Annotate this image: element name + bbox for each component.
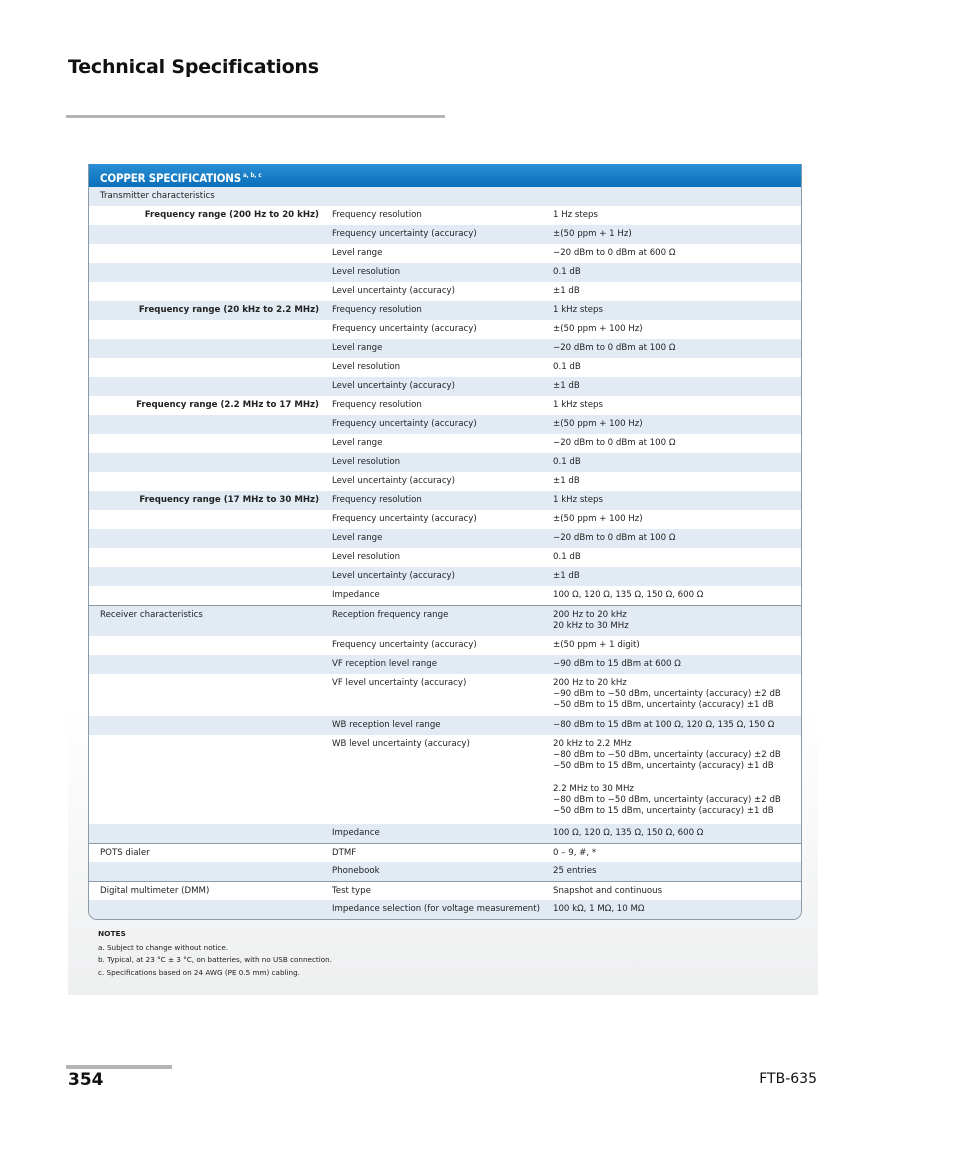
row-parameter: Level range bbox=[332, 248, 383, 258]
row-parameter: Level uncertainty (accuracy) bbox=[332, 381, 455, 391]
row-category: Transmitter characteristics bbox=[100, 191, 215, 201]
row-value: 0.1 dB bbox=[553, 552, 581, 562]
row-parameter: WB level uncertainty (accuracy) bbox=[332, 739, 470, 749]
table-row bbox=[89, 187, 801, 206]
page-number: 354 bbox=[68, 1070, 104, 1090]
table-row bbox=[89, 263, 801, 282]
row-value: 25 entries bbox=[553, 866, 597, 876]
row-value: 100 Ω, 120 Ω, 135 Ω, 150 Ω, 600 Ω bbox=[553, 590, 704, 600]
row-category: Frequency range (2.2 MHz to 17 MHz) bbox=[136, 400, 319, 410]
table-row bbox=[89, 881, 801, 900]
table-row bbox=[89, 716, 801, 735]
table-row bbox=[89, 415, 801, 434]
table-row bbox=[89, 434, 801, 453]
row-value: ±(50 ppm + 100 Hz) bbox=[553, 419, 643, 429]
row-category: Digital multimeter (DMM) bbox=[100, 886, 210, 896]
row-value: 0.1 dB bbox=[553, 362, 581, 372]
notes-heading: NOTES bbox=[98, 929, 126, 938]
table-row bbox=[89, 735, 801, 824]
table-row bbox=[89, 567, 801, 586]
row-parameter: Reception frequency range bbox=[332, 610, 449, 620]
row-value: −90 dBm to 15 dBm at 600 Ω bbox=[553, 659, 681, 669]
row-value: 1 kHz steps bbox=[553, 305, 603, 315]
table-row bbox=[89, 206, 801, 225]
row-parameter: Level resolution bbox=[332, 362, 401, 372]
table-row bbox=[89, 244, 801, 263]
table-row bbox=[89, 843, 801, 862]
spec-rows bbox=[89, 187, 801, 919]
table-row bbox=[89, 339, 801, 358]
row-value: −20 dBm to 0 dBm at 100 Ω bbox=[553, 533, 676, 543]
table-row bbox=[89, 586, 801, 605]
row-parameter: Level resolution bbox=[332, 267, 401, 277]
row-value: ±(50 ppm + 100 Hz) bbox=[553, 514, 643, 524]
row-parameter: Frequency resolution bbox=[332, 305, 422, 315]
table-row bbox=[89, 358, 801, 377]
spec-table-title: COPPER SPECIFICATIONS bbox=[100, 171, 241, 185]
row-value: 0.1 dB bbox=[553, 457, 581, 467]
row-value: ±1 dB bbox=[553, 381, 580, 391]
table-row bbox=[89, 377, 801, 396]
note-c: c. Specifications based on 24 AWG (PE 0.5 mm) cabling. bbox=[98, 967, 300, 977]
row-parameter: VF level uncertainty (accuracy) bbox=[332, 678, 467, 688]
table-row bbox=[89, 396, 801, 415]
row-parameter: Level resolution bbox=[332, 552, 401, 562]
table-row bbox=[89, 636, 801, 655]
table-row bbox=[89, 225, 801, 244]
title-divider bbox=[66, 115, 445, 118]
table-row bbox=[89, 674, 801, 716]
row-parameter: Frequency uncertainty (accuracy) bbox=[332, 514, 477, 524]
row-parameter: Impedance bbox=[332, 590, 380, 600]
row-value: 1 kHz steps bbox=[553, 495, 603, 505]
note-b: b. Typical, at 23 °C ± 3 °C, on batteries, with no USB connection. bbox=[98, 955, 332, 964]
table-row bbox=[89, 605, 801, 636]
row-value: 20 kHz to 2.2 MHz −80 dBm to −50 dBm, uncertainty (accuracy) ±2 dB −50 dBm to 15 dBm, uncertainty (accuracy) ±1 dB 2.2 MHz to 30 MHz −80 dBm to −50 dBm, uncertainty (accuracy) ±2 dB −50 dBm to 15 dBm, uncertainty (accuracy) ±1 dB bbox=[553, 739, 781, 817]
row-parameter: Impedance selection (for voltage measurement) bbox=[332, 904, 540, 914]
table-row bbox=[89, 320, 801, 339]
row-category: POTS dialer bbox=[100, 848, 150, 858]
row-parameter: VF reception level range bbox=[332, 659, 438, 669]
row-parameter: Level range bbox=[332, 343, 383, 353]
row-value: 100 Ω, 120 Ω, 135 Ω, 150 Ω, 600 Ω bbox=[553, 828, 704, 838]
page-title: Technical Specifications bbox=[68, 56, 319, 78]
row-category: Frequency range (20 kHz to 2.2 MHz) bbox=[138, 305, 319, 315]
row-value: −20 dBm to 0 dBm at 600 Ω bbox=[553, 248, 676, 258]
table-row bbox=[89, 862, 801, 881]
row-category: Frequency range (17 MHz to 30 MHz) bbox=[139, 495, 319, 505]
table-row bbox=[89, 529, 801, 548]
table-row bbox=[89, 548, 801, 567]
row-parameter: Level uncertainty (accuracy) bbox=[332, 571, 455, 581]
row-value: 1 kHz steps bbox=[553, 400, 603, 410]
table-row bbox=[89, 510, 801, 529]
row-parameter: Frequency resolution bbox=[332, 495, 422, 505]
row-value: 0.1 dB bbox=[553, 267, 581, 277]
row-value: Snapshot and continuous bbox=[553, 886, 663, 896]
row-value: ±1 dB bbox=[553, 476, 580, 486]
row-category: Receiver characteristics bbox=[100, 610, 203, 620]
product-name: FTB-635 bbox=[759, 1071, 817, 1087]
table-row bbox=[89, 824, 801, 843]
row-value: ±(50 ppm + 100 Hz) bbox=[553, 324, 643, 334]
row-parameter: DTMF bbox=[332, 848, 357, 858]
row-parameter: WB reception level range bbox=[332, 720, 441, 730]
row-value: 200 Hz to 20 kHz 20 kHz to 30 MHz bbox=[553, 610, 629, 632]
row-parameter: Level uncertainty (accuracy) bbox=[332, 476, 455, 486]
spec-table-footnote-refs: a, b, c bbox=[242, 172, 262, 179]
row-parameter: Test type bbox=[332, 886, 371, 896]
row-parameter: Frequency uncertainty (accuracy) bbox=[332, 324, 477, 334]
row-parameter: Phonebook bbox=[332, 866, 380, 876]
row-value: −20 dBm to 0 dBm at 100 Ω bbox=[553, 438, 676, 448]
row-value: ±(50 ppm + 1 Hz) bbox=[553, 229, 632, 239]
row-parameter: Level range bbox=[332, 438, 383, 448]
table-row bbox=[89, 472, 801, 491]
table-row bbox=[89, 900, 801, 919]
table-row bbox=[89, 453, 801, 472]
row-parameter: Frequency uncertainty (accuracy) bbox=[332, 229, 477, 239]
footer-divider bbox=[66, 1065, 172, 1069]
row-parameter: Level uncertainty (accuracy) bbox=[332, 286, 455, 296]
row-value: −80 dBm to 15 dBm at 100 Ω, 120 Ω, 135 Ω, 150 Ω bbox=[553, 720, 775, 730]
row-parameter: Level resolution bbox=[332, 457, 401, 467]
row-parameter: Level range bbox=[332, 533, 383, 543]
row-parameter: Frequency uncertainty (accuracy) bbox=[332, 640, 477, 650]
table-row bbox=[89, 301, 801, 320]
row-value: ±(50 ppm + 1 digit) bbox=[553, 640, 640, 650]
row-value: 1 Hz steps bbox=[553, 210, 598, 220]
note-a: a. Subject to change without notice. bbox=[98, 942, 229, 952]
row-value: 0 – 9, #, * bbox=[553, 848, 597, 858]
row-parameter: Frequency resolution bbox=[332, 400, 422, 410]
row-value: −20 dBm to 0 dBm at 100 Ω bbox=[553, 343, 676, 353]
row-parameter: Impedance bbox=[332, 828, 380, 838]
row-value: 100 kΩ, 1 MΩ, 10 MΩ bbox=[553, 904, 645, 914]
table-row bbox=[89, 491, 801, 510]
row-parameter: Frequency resolution bbox=[332, 210, 422, 220]
notes-section bbox=[98, 928, 332, 979]
row-parameter: Frequency uncertainty (accuracy) bbox=[332, 419, 477, 429]
row-value: ±1 dB bbox=[553, 286, 580, 296]
table-row bbox=[89, 282, 801, 301]
spec-table-header bbox=[89, 164, 801, 187]
table-row bbox=[89, 655, 801, 674]
row-value: 200 Hz to 20 kHz −90 dBm to −50 dBm, uncertainty (accuracy) ±2 dB −50 dBm to 15 dBm, uncertainty (accuracy) ±1 dB bbox=[553, 678, 781, 711]
copper-spec-table bbox=[88, 164, 802, 920]
row-value: ±1 dB bbox=[553, 571, 580, 581]
row-category: Frequency range (200 Hz to 20 kHz) bbox=[144, 210, 319, 220]
